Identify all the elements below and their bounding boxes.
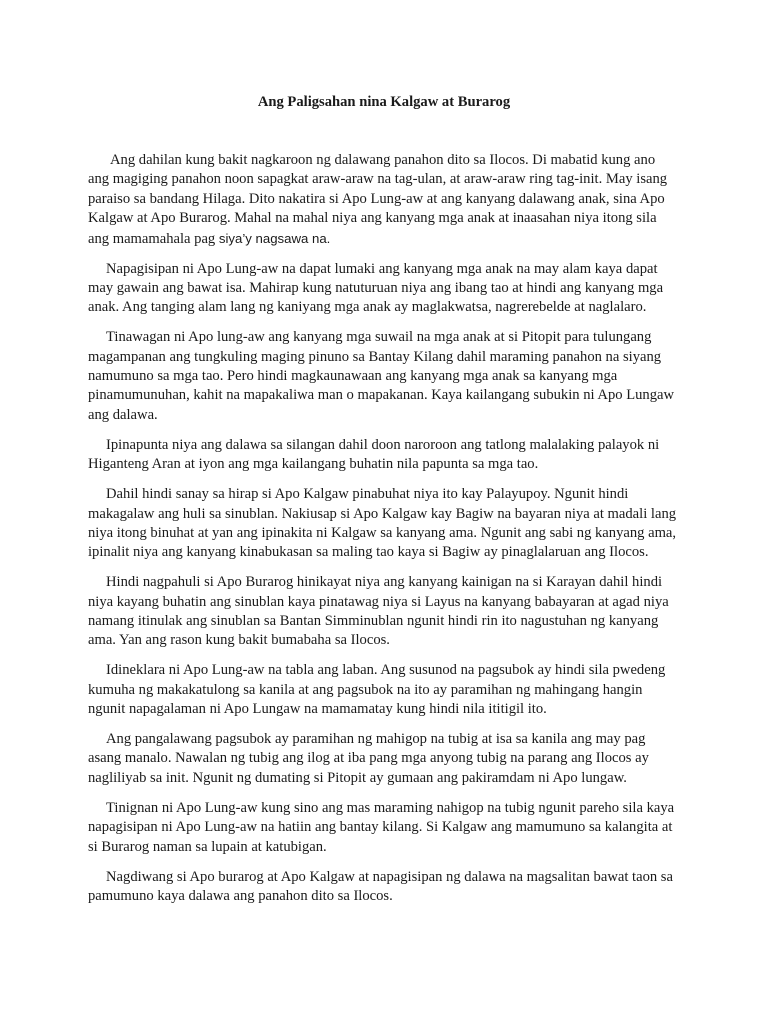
paragraph-2: Napagisipan ni Apo Lung-aw na dapat lumaki ang kanyang mga anak na may alam kaya dapat may gawain ang bawat isa. Mahirap kung natuturuan niya ang ibang tao at hindi ang kanyang mga anak. Ang tanging alam lang ng kaniyang mga anak ay maglakwatsa, nagrerebelde at naglalaro. [88,260,664,316]
paragraph-1 [88,151,678,249]
document-title: Ang Paligsahan nina Kalgaw at Burarog [257,94,511,110]
paragraph-7: Idineklara ni Apo Lung-aw na tabla ang laban. Ang susunod na pagsubok ay hindi sila pwedeng kumuha ng makakatulong sa kanila at ang pagsubok na ito ay paramihan ng mahingang hangin ngunit napagalaman ni Apo Lungaw na mamamatay kung hindi nila ititigil ito. [88,662,666,718]
paragraph-5: Dahil hindi sanay sa hirap si Apo Kalgaw pinabuhat niya ito kay Palayupoy. Ngunit hindi makagalaw ang huli sa sinublan. Nakiusap si Apo Kalgaw kay Bagiw na bayaran niya at madali lang niya itong binuhat at yan ang ipinakita ni Kalgaw sa kanyang ama. Ngunit ang sabi ng kanyang ama, ipinalit niya ang kanyang kinabukasan sa maling tao kaya si Bagiw ay pinaglalaruan ang Ilocos. [88,486,677,561]
paragraph-1-tail: siya’y nagsawa na. [218,230,331,246]
paragraph-3: Tinawagan ni Apo lung-aw ang kanyang mga suwail na mga anak at si Pitopit para tulungang magampanan ang tungkuling maging pinuno sa Bantay Kilang dahil maraming panahon na siyang namumuno sa mga tao. Pero hindi magkaunawaan ang kanyang mga anak sa kanyang mga pinamumunuhan, kahit na mapakaliwa man o mapakanan. Kaya kailangang subukin ni Apo Lungaw ang dalawa. [88,329,675,423]
document-body [88,151,678,917]
paragraph-10: Nagdiwang si Apo burarog at Apo Kalgaw at napagisipan ng dalawa na magsalitan bawat taon sa pamumuno kaya dalawa ang panahon dito sa Ilocos. [88,868,673,904]
paragraph-9: Tinignan ni Apo Lung-aw kung sino ang mas maraming nahigop na tubig ngunit pareho sila kaya napagisipan ni Apo Lung-aw na hatiin ang bantay kilang. Si Kalgaw ang mamumuno sa kalangita at si Burarog naman sa lupain at katubigan. [88,799,675,855]
paragraph-6: Hindi nagpahuli si Apo Burarog hinikayat niya ang kanyang kainigan na si Karayan dahil hindi niya kayang buhatin ang sinublan kaya pinatawag niya si Layus na kanyang babayaran at agad niya namang itinulak ang sinublan sa Bantan Simminublan ngunit hindi rin ito nagustuhan ng kanyang ama. Yan ang rason kung bakit bumabaha sa Ilocos. [88,574,669,649]
paragraph-4: Ipinapunta niya ang dalawa sa silangan dahil doon naroroon ang tatlong malalaking palayok ni Higanteng Aran at iyon ang mga kailangang buhatin nila papunta sa mga tao. [88,436,660,473]
paragraph-8: Ang pangalawang pagsubok ay paramihan ng mahigop na tubig at isa sa kanila ang may pag asang manalo. Nawalan ng tubig ang ilog at iba pang mga anyong tubig na parang ang Ilocos ay nagliliyab sa init. Ngunit ng dumating si Pitopit ay gumaan ang pakiramdam ni Apo lungaw. [88,731,649,786]
paragraph-1-text: Ang dahilan kung bakit nagkaroon ng dalawang panahon dito sa Ilocos. Di mabatid kung ano ang magiging panahon noon sapagkat araw-araw na tag-ulan, at araw-araw ring tag-init. May isang paraiso sa bandang Hilaga. Dito nakatira si Apo Lung-aw at ang kanyang dalawang anak, sina Apo Kalgaw at Apo Burarog. Mahal na mahal niya ang kanyang mga anak at inaasahan niya itong sila ang mamamahala pag [88,152,668,247]
